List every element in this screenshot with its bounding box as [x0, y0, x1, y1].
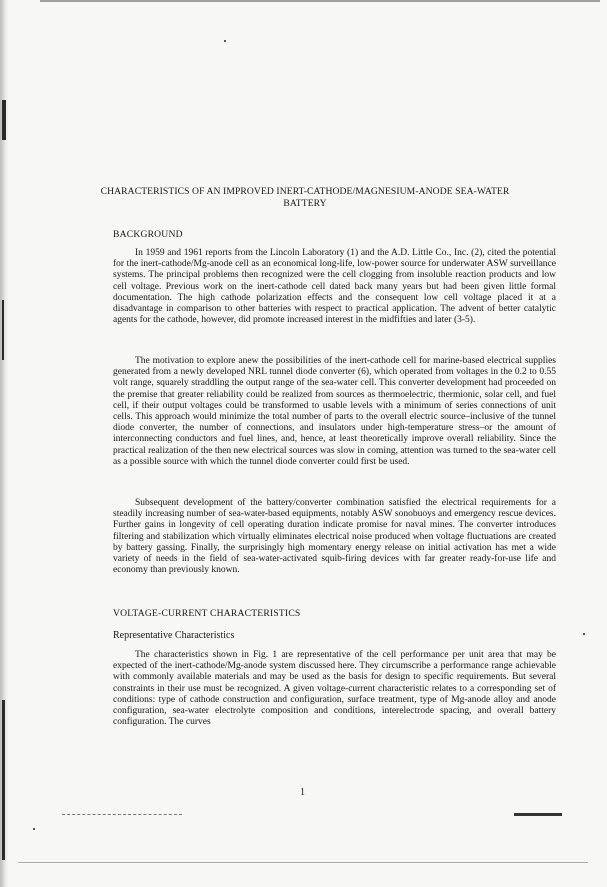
scan-top-edge — [40, 0, 600, 2]
scan-smudge — [2, 700, 5, 860]
scan-smudge — [2, 100, 6, 140]
paragraph: The characteristics shown in Fig. 1 are representative of the cell performance per unit area that may be expected of the inert-cathode/Mg-anode system discussed here. They circumscribe a performance range achievable with commonly available materials and may be used as the basis for design to specific requirements. But several constraints in their use must be recognized. A given voltage-current characteristic relates to a corresponding set of conditions: type of cathode construction and configuration, surface treatment, type of Mg-anode alloy and anode configuration, sea-water electrolyte composition and conditions, interelectrode spacing, and overall battery configuration. The curves — [113, 650, 556, 728]
scan-speck — [583, 633, 585, 635]
section-heading-background: BACKGROUND — [113, 229, 183, 240]
paragraph: In 1959 and 1961 reports from the Lincoln Laboratory (1) and the A.D. Little Co., Inc. (2), cited the potential for the inert-cathode/Mg-anode cell as an economical long-life, low-power source for underwater ASW surveillance systems. The principal problems then recognized were the cell clogging from insoluble reaction products and low cell voltage. Previous work on the inert-cathode cell dated back many years but had been given little formal documentation. The high cathode polarization effects and the consequent low cell voltage placed it at a disadvantage in comparison to other batteries with respect to practical application. The advent of better catalytic agents for the cathode, however, did promote increased interest in the midfifties and later (3-5). — [113, 248, 556, 326]
scan-speck — [224, 40, 226, 42]
document-title: CHARACTERISTICS OF AN IMPROVED INERT-CATHODE/MAGNESIUM-ANODE SEA-WATER BATTERY — [100, 186, 510, 209]
scan-mark — [62, 814, 182, 815]
scan-smudge — [2, 300, 4, 360]
scan-speck — [33, 828, 35, 830]
paragraph: Subsequent development of the battery/converter combination satisfied the electrical requirements for a steadily increasing number of sea-water-based equipments, notably ASW sonobuoys and emergency rescue devices. Further gains in longevity of cell operating duration indicate promise for naval mines. The converter introduces filtering and stabilization which virtually eliminates electrical noise produced when voltage fluctuations are created by battery gassing. Finally, the surprisingly high momentary energy release on initial activation has met a wide variety of needs in the field of sea-water-activated squib-firing devices with far greater ready-for-use life and economy than previously known. — [113, 498, 556, 576]
section-heading-voltage-current: VOLTAGE-CURRENT CHARACTERISTICS — [113, 608, 301, 619]
scan-mark — [514, 813, 562, 816]
paragraph: The motivation to explore anew the possibilities of the inert-cathode cell for marine-based electrical supplies generated from a newly developed NRL tunnel diode converter (6), which operated from voltages in the 0.2 to 0.55 volt range, squarely straddling the output range of the sea-water cell. This converter development had proceeded on the premise that greater reliability could be realized from sources as thermoelectric, thermionic, solar cell, and fuel cell, if their output voltages could be transformed to usable levels with a minimum of series connections of unit cells. This approach would minimize the total number of parts to the overall electric source–inclusive of the tunnel diode converter, the number of connections, and insulators under high-temperature stress–or the amount of interconnecting conductors and fuel lines, and, hence, at least theoretically improve overall reliability. Since the practical realization of the then new electrical sources was slow in coming, attention was turned to the sea-water cell as a possible source with which the tunnel diode converter could first be used. — [113, 356, 556, 467]
page-number: 1 — [300, 787, 305, 798]
subsection-heading: Representative Characteristics — [113, 630, 235, 641]
scan-bottom-edge — [18, 862, 588, 863]
